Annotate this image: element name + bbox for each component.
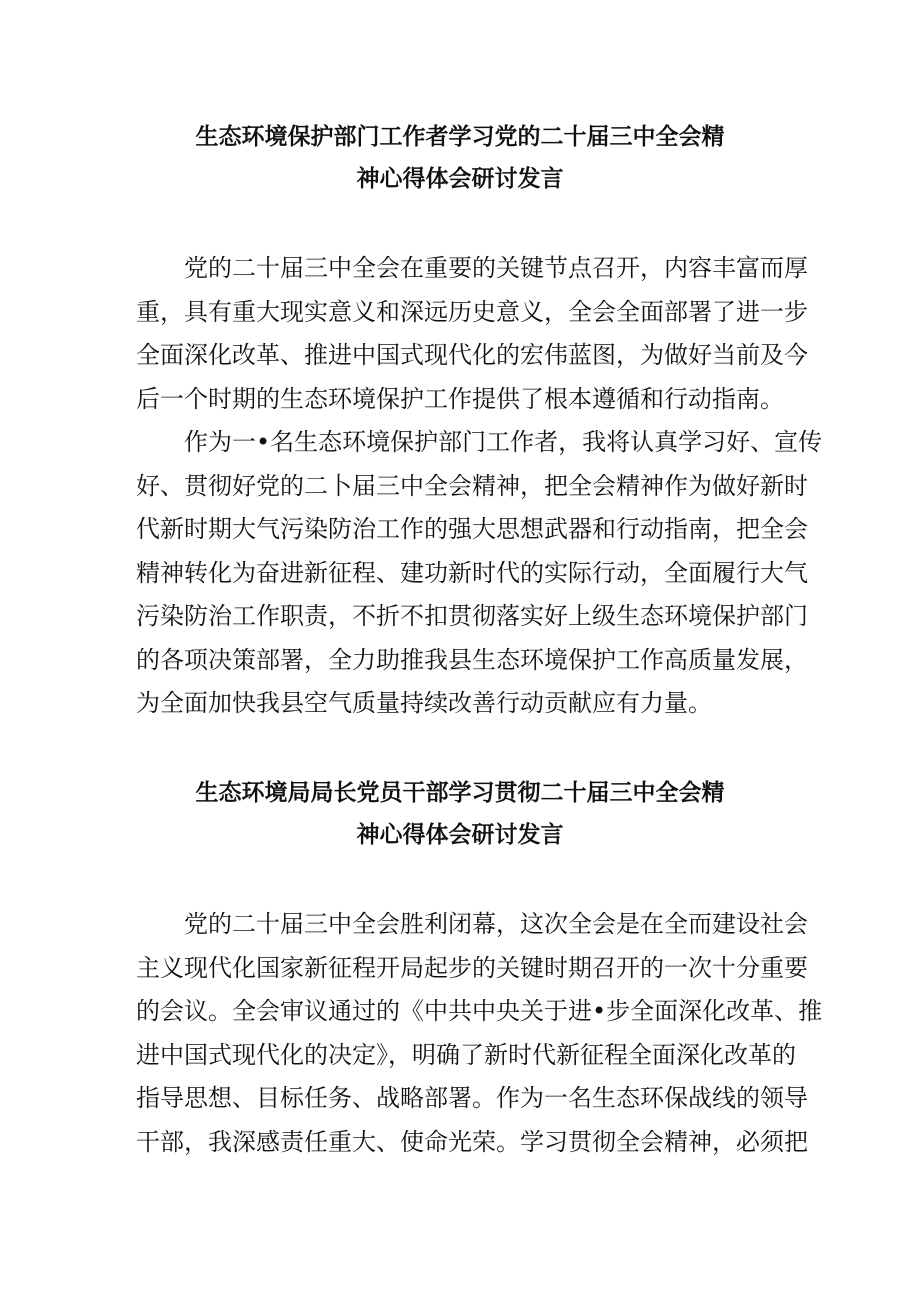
text-line: 进中国式现代化的决定》，明确了新时代新征程全面深化改革的 xyxy=(136,1040,796,1069)
text-line: 精神转化为奋进新征程、建功新时代的实际行动，全面履行大气 xyxy=(136,558,808,587)
text-line: 污染防治工作职责，不折不扣贯彻落实好上级生态环境保护部门 xyxy=(136,602,808,630)
text-line: 党的二十届三中全会胜利闭幕，这次全会是在全而建设社会 xyxy=(184,910,808,938)
text-line: 后一个时期的生态环境保护工作提供了根本遵循和行动指南。 xyxy=(136,384,784,413)
text-line: 为全面加快我县空气质量持续改善行动贡献应有力量。 xyxy=(136,689,712,717)
title-line: 生态环境局局长党员干部学习贯彻二十届三中全会精 xyxy=(195,780,725,806)
text-line: 代新时期大气污染防治工作的强大思想武器和行动指南，把全会 xyxy=(136,515,808,543)
title-line: 神心得体会研讨发言 xyxy=(356,166,564,192)
text-line: 重，具有重大现实意义和深远历史意义，全会全面部署了进一步 xyxy=(136,297,808,326)
text-line: 的各项决策部署，全力助推我县生态环境保护工作高质量发展， xyxy=(136,645,808,674)
section2-title xyxy=(120,772,800,856)
text-line: 指导思想、目标任务、战略部署。作为一名生态环保战线的领导 xyxy=(136,1084,808,1112)
section1-title xyxy=(120,116,800,200)
section1-paragraph-2 xyxy=(136,421,823,726)
title-line: 生态环境保护部门工作者学习党的二十届三中全会精 xyxy=(195,124,725,150)
text-line: 作为一•名生态环境保护部门工作者，我将认真学习好、宣传 xyxy=(184,428,823,456)
text-line: 的会议。全会审议通过的《中共中央关于进•步全面深化改革、推 xyxy=(136,997,823,1025)
text-line: 全面深化改革、推进中国式现代化的宏伟蓝图，为做好当前及今 xyxy=(136,341,808,369)
text-line: 干部，我深感责任重大、使命光荣。学习贯彻全会精神，必须把 xyxy=(136,1127,808,1156)
text-line: 主义现代化国家新征程开局起步的关键时期召开的一次十分重要 xyxy=(136,953,808,982)
title-line: 神心得体会研讨发言 xyxy=(356,822,564,848)
section1-paragraph-1 xyxy=(136,247,808,421)
section2-paragraph-1 xyxy=(136,903,823,1164)
text-line: 好、贯彻好党的二卜届三中全会精神，把全会精神作为做好新时 xyxy=(136,471,808,500)
text-line: 党的二十届三中全会在重要的关键节点召开，内容丰富而厚 xyxy=(184,254,808,282)
